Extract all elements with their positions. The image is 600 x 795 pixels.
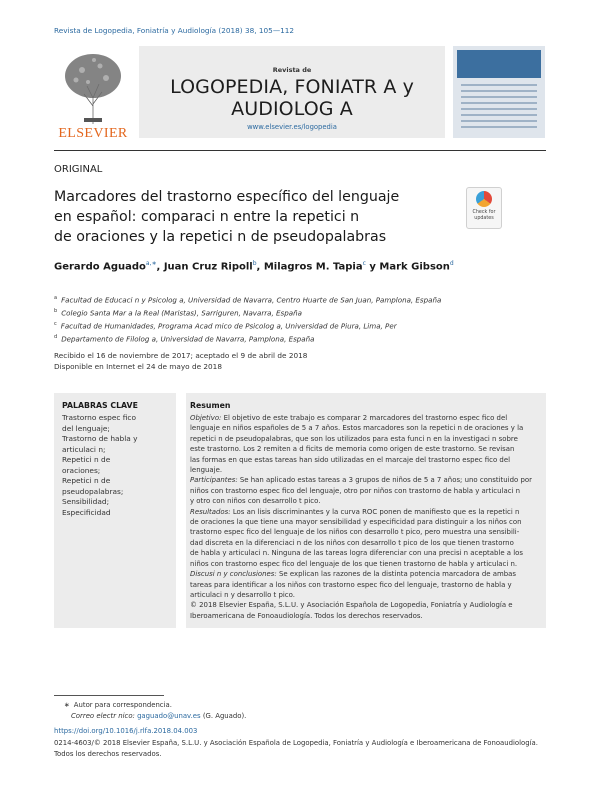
article-title [54, 187, 454, 247]
abstract-line: lenguaje en niños españoles de 5 a 7 años. Estos marcadores son la repetici n de oraciones y la [190, 424, 524, 433]
keyword-line: Trastorno de habla y [62, 434, 138, 443]
author-affiliation-mark[interactable]: a,∗ [145, 260, 157, 267]
keyword-line: oraciones; [62, 465, 101, 475]
affiliation-mark: b [54, 307, 58, 314]
header-divider [54, 150, 546, 151]
affiliation-item [54, 306, 546, 319]
keyword-line: articulaci n; [62, 444, 106, 454]
abstract-line: las formas en que estas tareas han sido utilizadas en el marcaje del trastorno espec fico del [190, 455, 511, 464]
elsevier-tree-logo [54, 46, 132, 138]
abstract-section-participantes [190, 475, 542, 506]
check-updates-icon [476, 191, 492, 207]
affiliation-mark: a [54, 295, 58, 301]
check-for-updates-button[interactable] [466, 187, 502, 229]
author-name[interactable]: Milagros M. Tapia [263, 261, 363, 273]
abstract-line: de oraciones la que tiene una mayor sensibilidad y especificidad para distinguir a los niños con [190, 518, 522, 527]
author-name[interactable]: Juan Cruz Ripoll [163, 261, 253, 273]
keyword-line: Sensibilidad; [62, 497, 110, 506]
abstract-line: este trastorno. Los 2 remiten a d ficits de memoria como origen de este trastorno. Se revisan [190, 445, 515, 454]
abstract-title: Resumen [190, 401, 231, 410]
abstract-line: repetici n de pseudopalabras, que son los utilizados para esta funci n en la investigaci n sobre [190, 434, 518, 443]
keywords-panel [54, 393, 176, 628]
journal-title-prefix: Revista de [272, 66, 312, 74]
publisher-name: ELSEVIER [58, 126, 128, 141]
abstract-line: © 2018 Elsevier España, S.L.U. y Asociación Española de Logopedia, Foniatría y Audiología e [190, 601, 513, 610]
author-separator: y [365, 261, 380, 273]
author-list [54, 260, 454, 272]
issn-line: Todos los derechos reservados. [54, 749, 162, 758]
keywords-title: PALABRAS CLAVE [62, 401, 138, 410]
article-title-line: de oraciones y la repetici n de pseudopalabras [54, 229, 387, 245]
abstract-section-objetivo [190, 413, 542, 475]
keyword-line: pseudopalabras; [62, 486, 124, 496]
abstract-line-text: Se han aplicado estas tareas a 3 grupos de niños de 5 a 7 años; uno constituido por [237, 476, 532, 485]
author-separator: , [156, 261, 164, 273]
abstract-line: y otro con niños con desarrollo t pico. [190, 497, 321, 506]
email-suffix: (G. Aguado). [200, 711, 247, 720]
cover-band [457, 50, 541, 78]
abstract-section-label: Resultados: [190, 507, 231, 516]
abstract-line: niños con trastorno espec fico del lenguaje, otro por niños con trastorno de habla y articulaci n [190, 486, 521, 495]
keyword-line: del lenguaje; [62, 423, 110, 433]
article-title-line: en español: comparaci n entre la repetici n [54, 209, 360, 225]
abstract-line-text: Los an lisis discriminantes y la curva ROC ponen de manifiesto que es la repetici n [230, 507, 520, 516]
email-label: Correo electr nico: [71, 711, 135, 720]
affiliation-text: Departamento de Filolog a, Universidad de Navarra, Pamplona, España [61, 333, 315, 343]
author-name[interactable]: Gerardo Aguado [54, 261, 146, 273]
abstract-section-resultados [190, 507, 542, 569]
correspondence-footnote [64, 700, 246, 721]
affiliation-text: Facultad de Educaci n y Psicolog a, Universidad de Navarra, Centro Huarte de San Juan, Pamplona, España [61, 295, 442, 305]
abstract-line [190, 507, 542, 517]
email-link[interactable]: gaguado@unav.es [137, 711, 201, 720]
affiliation-mark: d [54, 333, 58, 340]
keyword-line: Especificidad [62, 507, 111, 517]
abstract-line: Iberoamericana de Fonoaudiología. Todos los derechos reservados. [190, 611, 423, 620]
affiliation-text: Colegio Santa Mar a la Real (Maristas), Sarriguren, Navarra, España [61, 308, 302, 318]
journal-title: LOGOPEDIA, FONIATR A y AUDIOLOG A [170, 76, 414, 120]
keyword-line: Repetici n de [62, 476, 111, 485]
keywords-list [62, 413, 172, 518]
check-updates-label: Check for updates [472, 210, 496, 221]
online-date: Disponible en Internet el 24 de mayo de 2018 [54, 361, 222, 371]
abstract-section-label: Participantes: [190, 476, 238, 485]
article-title-line: Marcadores del trastorno específico del lenguaje [54, 189, 400, 205]
abstract-line: dad discreta en la diferenciaci n de los niños con desarrollo t pico de los que tienen trastorno [190, 538, 514, 547]
keyword-line: Trastorno espec fico [62, 413, 137, 422]
author-affiliation-mark[interactable]: b [252, 260, 257, 267]
abstract-panel [186, 393, 546, 628]
issn-line: 0214-4603/© 2018 Elsevier España, S.L.U. y Asociación Española de Logopedia, Foniatría y Audiología e Iberoamericana de Fonoaudiología. [54, 739, 538, 747]
affiliation-text: Facultad de Humanidades, Programa Acad mico de Psicolog a, Universidad de Piura, Lima, Per [60, 321, 397, 331]
abstract-line [190, 569, 542, 579]
author-affiliation-mark[interactable]: c [362, 260, 366, 267]
affiliations [54, 293, 546, 344]
abstract-line [190, 475, 542, 485]
abstract-line: tareas para identificar a los niños con trastorno espec fico del lenguaje, trastorno de habla y [190, 580, 512, 589]
journal-url-link[interactable]: www.elsevier.es/logopedia [247, 123, 337, 131]
section-label: ORIGINAL [54, 164, 103, 175]
author-name[interactable]: Mark Gibson [379, 261, 450, 273]
abstract-line-text: El objetivo de este trabajo es comparar 2 marcadores del trastorno espec fico del [223, 414, 508, 422]
footnote-line [64, 700, 246, 711]
abstract-line-text: Se explican las razones de la distinta potencia marcadora de ambas [276, 570, 517, 579]
received-date: Recibido el 16 de noviembre de 2017; aceptado el 9 de abril de 2018 [54, 351, 308, 360]
doi-link[interactable]: https://doi.org/10.1016/j.rlfa.2018.04.003 [54, 727, 198, 735]
abstract-line: lenguaje. [190, 466, 223, 475]
journal-reference: Revista de Logopedia, Foniatría y Audiología (2018) 38, 105—112 [54, 26, 295, 35]
article-dates [54, 351, 307, 372]
affiliation-item [54, 319, 546, 332]
abstract-body [190, 413, 542, 621]
abstract-section-discusion [190, 569, 542, 600]
author-affiliation-mark[interactable]: d [449, 260, 454, 267]
affiliation-item [54, 293, 546, 306]
footnote-divider [54, 695, 164, 696]
abstract-copyright [190, 600, 542, 621]
journal-masthead [139, 46, 445, 138]
cover-text-lines [461, 84, 537, 132]
affiliation-item [54, 332, 546, 345]
abstract-line: articulaci n y desarrollo t pico. [190, 590, 295, 599]
keyword-line: Repetici n de [62, 455, 111, 464]
abstract-section-label: Objetivo: [190, 414, 222, 422]
footnote-mark: ∗ [64, 701, 70, 709]
abstract-line: de habla y articulaci n. Ninguna de las tareas logra diferenciar con una precisi n aceptable a los [190, 549, 524, 558]
journal-cover-thumbnail [453, 46, 545, 138]
author-separator: , [256, 261, 264, 273]
issn-copyright [54, 738, 546, 759]
abstract-line: niños con trastorno espec fico del lenguaje de los que tienen trastorno de habla y articulaci n. [190, 559, 518, 568]
abstract-line [190, 413, 542, 423]
footnote-email-line [64, 711, 246, 722]
abstract-section-label: Discusi n y conclusiones: [190, 570, 277, 579]
affiliation-mark: c [54, 320, 57, 327]
footnote-text: Autor para correspondencia. [73, 701, 172, 709]
abstract-line: trastorno espec fico del lenguaje de los niños con desarrollo t pico, pero muestra una sensibili- [190, 528, 520, 537]
